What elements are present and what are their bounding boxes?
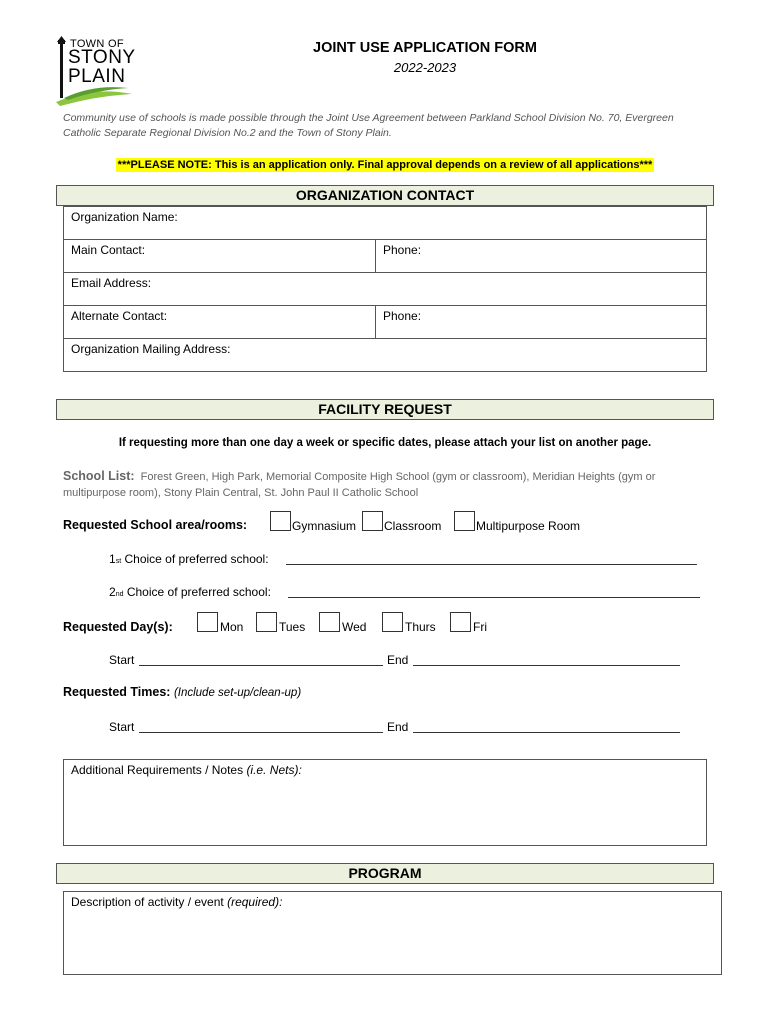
form-year: 2022-2023 bbox=[393, 60, 457, 75]
times-start-field[interactable] bbox=[139, 732, 383, 733]
wed-checkbox[interactable] bbox=[319, 612, 340, 632]
row-divider bbox=[64, 272, 706, 273]
gymnasium-checkbox[interactable] bbox=[270, 511, 291, 531]
times-end-field[interactable] bbox=[413, 732, 680, 733]
requested-times-text: Requested Times: bbox=[63, 685, 171, 699]
column-divider bbox=[375, 305, 376, 338]
column-divider bbox=[375, 239, 376, 272]
gymnasium-label: Gymnasium bbox=[292, 519, 357, 533]
mon-label: Mon bbox=[220, 620, 244, 634]
additional-notes-text: Additional Requirements / Notes bbox=[71, 763, 244, 777]
days-start-field[interactable] bbox=[139, 665, 383, 666]
activity-description-hint: (required): bbox=[227, 895, 283, 909]
organization-name-label: Organization Name: bbox=[71, 210, 178, 224]
days-end-field[interactable] bbox=[413, 665, 680, 666]
second-choice-num: 2 bbox=[109, 585, 116, 599]
wed-label: Wed bbox=[342, 620, 367, 634]
thurs-label: Thurs bbox=[405, 620, 436, 634]
logo-stony-text: STONY bbox=[68, 47, 136, 68]
first-choice-field[interactable] bbox=[286, 564, 697, 565]
multipurpose-room-label: Multipurpose Room bbox=[476, 519, 581, 533]
school-list-label: School List: bbox=[63, 469, 135, 483]
phone-label: Phone: bbox=[383, 243, 422, 257]
times-start-label: Start bbox=[109, 720, 135, 734]
row-divider bbox=[64, 305, 706, 306]
first-choice-sup: st bbox=[115, 558, 122, 565]
first-choice-num: 1 bbox=[109, 552, 116, 566]
second-choice-text: Choice of preferred school: bbox=[126, 585, 271, 599]
tues-label: Tues bbox=[279, 620, 306, 634]
application-note bbox=[0, 155, 770, 173]
facility-request-heading: FACILITY REQUEST bbox=[56, 399, 714, 420]
requested-times-label bbox=[63, 685, 301, 699]
program-heading: PROGRAM bbox=[56, 863, 714, 884]
activity-description-field[interactable] bbox=[63, 891, 722, 975]
row-divider bbox=[64, 239, 706, 240]
requested-times-note: (Include set-up/clean-up) bbox=[173, 687, 302, 699]
email-label: Email Address: bbox=[71, 276, 152, 290]
classroom-checkbox[interactable] bbox=[362, 511, 383, 531]
row-divider bbox=[64, 338, 706, 339]
requested-rooms-label: Requested School area/rooms: bbox=[63, 518, 248, 532]
classroom-label: Classroom bbox=[384, 519, 442, 533]
organization-contact-table bbox=[63, 206, 707, 372]
fri-label: Fri bbox=[473, 620, 487, 634]
activity-description-label bbox=[71, 895, 282, 909]
days-start-label: Start bbox=[109, 653, 135, 667]
first-choice-text: Choice of preferred school: bbox=[124, 552, 269, 566]
main-contact-label: Main Contact: bbox=[71, 243, 146, 257]
multipurpose-room-checkbox[interactable] bbox=[454, 511, 475, 531]
times-end-label: End bbox=[387, 720, 409, 734]
requested-days-label: Requested Day(s): bbox=[63, 620, 173, 634]
mailing-address-label: Organization Mailing Address: bbox=[71, 342, 231, 356]
note-highlight: ***PLEASE NOTE: This is an application only. Final approval depends on a review of all applications*** bbox=[117, 159, 653, 171]
logo-town-text: TOWN OF bbox=[70, 38, 124, 50]
school-list-text: Forest Green, High Park, Memorial Composite High School (gym or classroom), Meridian Heights (gym or multipurpose room), Stony Plain Central, St. John Paul II Catholic School bbox=[63, 471, 656, 499]
days-end-label: End bbox=[387, 653, 409, 667]
first-choice-label bbox=[109, 552, 269, 566]
organization-contact-heading: ORGANIZATION CONTACT bbox=[56, 185, 714, 206]
second-choice-sup: nd bbox=[115, 591, 124, 598]
facility-instruction: If requesting more than one day a week or specific dates, please attach your list on another page. bbox=[118, 437, 652, 449]
intro-text: Community use of schools is made possible through the Joint Use Agreement between Parkland School Division No. 70, Evergreen Catholic Separate Regional Division No.2 and the Town of Stony Plain. bbox=[63, 112, 674, 139]
alternate-phone-label: Phone: bbox=[383, 309, 422, 323]
fri-checkbox[interactable] bbox=[450, 612, 471, 632]
additional-notes-hint: (i.e. Nets): bbox=[246, 763, 302, 777]
form-title: JOINT USE APPLICATION FORM bbox=[313, 40, 537, 56]
second-choice-label bbox=[109, 585, 271, 599]
activity-description-text: Description of activity / event bbox=[71, 895, 224, 909]
additional-notes-label bbox=[71, 763, 302, 777]
mon-checkbox[interactable] bbox=[197, 612, 218, 632]
tues-checkbox[interactable] bbox=[256, 612, 277, 632]
alternate-contact-label: Alternate Contact: bbox=[71, 309, 168, 323]
thurs-checkbox[interactable] bbox=[382, 612, 403, 632]
second-choice-field[interactable] bbox=[288, 597, 700, 598]
additional-notes-field[interactable] bbox=[63, 759, 707, 846]
logo-plain-text: PLAIN bbox=[68, 66, 126, 87]
school-list bbox=[63, 468, 713, 501]
